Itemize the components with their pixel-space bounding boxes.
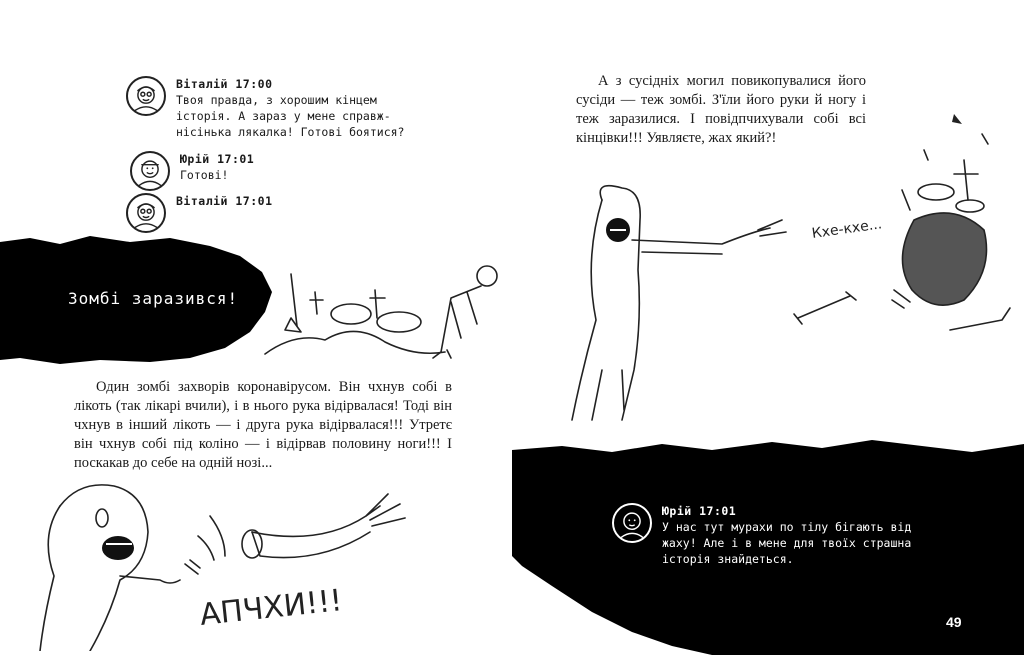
sneeze-sound-text: АПЧХИ!!! bbox=[198, 583, 344, 633]
graveyard-zombie-illustration bbox=[255, 262, 505, 367]
chat-body bbox=[176, 193, 273, 209]
boy-glasses-avatar-icon bbox=[126, 193, 166, 233]
chat-text: У нас тут мурахи по тілу бігають від жаху! Але і в мене для твоїх страшна історія знайдеться. bbox=[662, 520, 912, 566]
chat-text: Твоя правда, з хорошим кінцем історія. А зараз у мене справж- нісінька лякалка! Готові боятися? bbox=[176, 93, 405, 139]
story-paragraph bbox=[74, 378, 452, 473]
chat-message bbox=[126, 76, 404, 140]
chat-body bbox=[176, 76, 404, 140]
chat-text: Готові! bbox=[180, 168, 229, 182]
chat-body bbox=[180, 151, 254, 183]
page-number: 49 bbox=[946, 614, 962, 630]
chat-body bbox=[662, 503, 911, 567]
man-avatar-icon bbox=[130, 151, 170, 191]
section-title: Зомбі заразився! bbox=[68, 289, 239, 308]
chat-message bbox=[126, 193, 273, 233]
zombie-head-limbs-illustration bbox=[774, 110, 1014, 340]
chat-author: Віталій 17:01 bbox=[176, 194, 273, 208]
chat-message bbox=[612, 503, 911, 567]
paragraph-text: А з сусідніх могил повикопувалися його сусіди — теж зомбі. З'їли його руки й ногу і теж заразилися. І повідпчихували собі всі кінцівки!!! Уявляєте, жах який?! bbox=[576, 73, 866, 146]
cough-sound-text: Кхе-кхе... bbox=[810, 216, 884, 242]
boy-glasses-avatar-icon bbox=[126, 76, 166, 116]
right-page bbox=[512, 0, 1024, 655]
chat-author: Віталій 17:00 bbox=[176, 77, 273, 91]
zombie-eating-arm-illustration bbox=[562, 180, 792, 430]
paragraph-text: Один зомбі захворів коронавірусом. Він чхнув собі в лікоть (так лікарі вчили), і в нього рука відірвалася! Тоді він чхнув в інший лікоть — і друга рука відірвалася!!! Утретє він чхнув собі під коліно — і відірвав половину ноги!!! І поскакав до себе на одній нозі... bbox=[74, 379, 452, 471]
chat-message bbox=[130, 151, 254, 191]
chat-author: Юрій 17:01 bbox=[662, 504, 737, 518]
man-avatar-icon bbox=[612, 503, 652, 543]
chat-author: Юрій 17:01 bbox=[180, 152, 255, 166]
